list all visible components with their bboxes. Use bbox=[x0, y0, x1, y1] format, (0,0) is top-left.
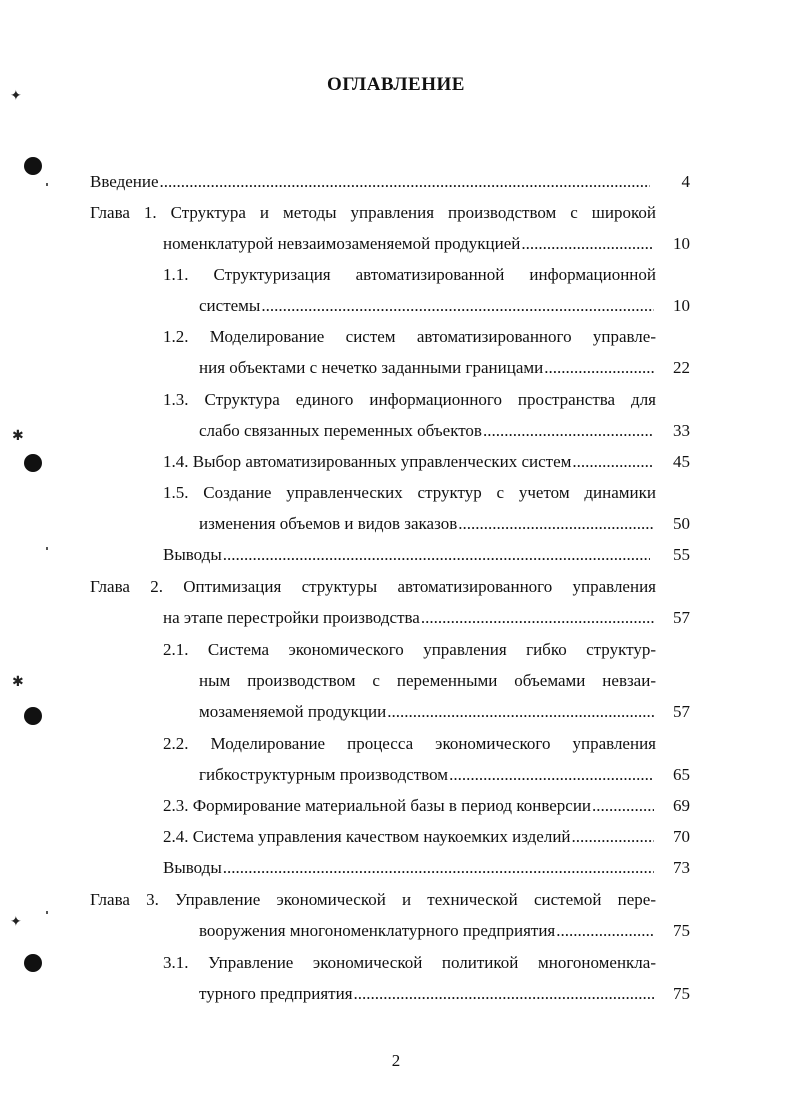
toc-entry-conclusions-2[interactable] bbox=[163, 858, 654, 878]
scan-mark-1: ✦ bbox=[10, 89, 22, 104]
toc-entry-text: вооружения многономенклатурного предприятия bbox=[199, 921, 556, 940]
toc-page-number: 45 bbox=[673, 452, 690, 471]
toc-entry-section-3-1-cont[interactable] bbox=[199, 984, 654, 1004]
binder-hole-2 bbox=[24, 454, 42, 472]
scan-speck-2 bbox=[46, 547, 48, 550]
toc-page-number: 22 bbox=[673, 358, 690, 377]
toc-page-number: 33 bbox=[673, 421, 690, 440]
toc-entry-section-1-2[interactable]: 1.2. Моделирование систем автоматизированного управле- bbox=[163, 327, 656, 346]
toc-entry-text: изменения объемов и видов заказов bbox=[199, 514, 458, 533]
toc-entry-intro[interactable] bbox=[90, 172, 650, 192]
toc-entry-section-1-1[interactable]: 1.1. Структуризация автоматизированной информационной bbox=[163, 265, 656, 284]
toc-entry-section-1-3-cont[interactable] bbox=[199, 421, 654, 441]
toc-entry-text: Введение bbox=[90, 172, 159, 191]
toc-entry-section-1-4[interactable] bbox=[163, 452, 654, 472]
toc-page-number: 65 bbox=[673, 765, 690, 784]
toc-entry-text: слабо связанных переменных объектов bbox=[199, 421, 482, 440]
toc-entry-text: ния объектами с нечетко заданными границами bbox=[199, 358, 544, 377]
scan-mark-3: ✱ bbox=[12, 675, 24, 690]
toc-page-number: 55 bbox=[673, 545, 690, 564]
toc-page-number: 75 bbox=[673, 984, 690, 1003]
scan-speck-1 bbox=[46, 183, 48, 186]
toc-entry-chapter-3[interactable]: Глава 3. Управление экономической и технической системой пере- bbox=[90, 890, 656, 909]
scan-mark-2: ✱ bbox=[12, 429, 24, 444]
toc-entry-text: Выводы bbox=[163, 858, 222, 877]
toc-entry-text: 2.3. Формирование материальной базы в период конверсии bbox=[163, 796, 592, 815]
toc-entry-section-2-1[interactable]: 2.1. Система экономического управления гибко структур- bbox=[163, 640, 656, 659]
toc-entry-text: номенклатурой невзаимозаменяемой продукцией bbox=[163, 234, 521, 253]
toc-entry-conclusions-1[interactable] bbox=[163, 545, 650, 565]
toc-entry-chapter-2-cont[interactable] bbox=[163, 608, 654, 628]
toc-entry-section-1-2-cont[interactable] bbox=[199, 358, 654, 378]
toc-entry-text: Выводы bbox=[163, 545, 222, 564]
toc-entry-text: системы bbox=[199, 296, 261, 315]
toc-entry-section-2-2[interactable]: 2.2. Моделирование процесса экономического управления bbox=[163, 734, 656, 753]
toc-entry-section-1-3[interactable]: 1.3. Структура единого информационного пространства для bbox=[163, 390, 656, 409]
toc-entry-chapter-3-cont[interactable] bbox=[199, 921, 654, 941]
toc-entry-section-2-1-cont[interactable]: ным производством с переменными объемами невзаи- bbox=[199, 671, 656, 690]
scan-mark-4: ✦ bbox=[10, 915, 22, 930]
toc-entry-text: 2.4. Система управления качеством наукоемких изделий bbox=[163, 827, 571, 846]
scan-speck-3 bbox=[46, 911, 48, 914]
binder-hole-3 bbox=[24, 707, 42, 725]
toc-entry-chapter-1[interactable]: Глава 1. Структура и методы управления производством с широкой bbox=[90, 203, 656, 222]
toc-entry-section-3-1[interactable]: 3.1. Управление экономической политикой многономенкла- bbox=[163, 953, 656, 972]
toc-entry-section-2-3[interactable] bbox=[163, 796, 654, 816]
toc-entry-chapter-1-cont[interactable] bbox=[163, 234, 654, 254]
toc-entry-section-2-2-cont[interactable] bbox=[199, 765, 654, 785]
toc-entry-chapter-2[interactable]: Глава 2. Оптимизация структуры автоматизированного управления bbox=[90, 577, 656, 596]
toc-entry-text: 1.4. Выбор автоматизированных управленческих систем bbox=[163, 452, 572, 471]
toc-page-number: 75 bbox=[673, 921, 690, 940]
toc-page-number: 70 bbox=[673, 827, 690, 846]
toc-entry-section-2-4[interactable] bbox=[163, 827, 654, 847]
toc-entry-section-1-5[interactable]: 1.5. Создание управленческих структур с учетом динамики bbox=[163, 483, 656, 502]
binder-hole-4 bbox=[24, 954, 42, 972]
page-title: ОГЛАВЛЕНИЕ bbox=[327, 74, 465, 95]
toc-entry-text: гибкоструктурным производством bbox=[199, 765, 449, 784]
toc-entry-section-1-5-cont[interactable] bbox=[199, 514, 654, 534]
toc-page-number: 57 bbox=[673, 608, 690, 627]
toc-entry-section-2-1-cont2[interactable] bbox=[199, 702, 654, 722]
toc-page-number: 57 bbox=[673, 702, 690, 721]
toc-page-number: 73 bbox=[673, 858, 690, 877]
toc-entry-text: на этапе перестройки производства bbox=[163, 608, 420, 627]
toc-entry-section-1-1-cont[interactable] bbox=[199, 296, 654, 316]
toc-page-number: 50 bbox=[673, 514, 690, 533]
toc-entry-text: турного предприятия bbox=[199, 984, 353, 1003]
page-number: 2 bbox=[391, 1051, 401, 1070]
binder-hole-1 bbox=[24, 157, 42, 175]
toc-page-number: 10 bbox=[673, 296, 690, 315]
toc-entry-text: мозаменяемой продукции bbox=[199, 702, 387, 721]
toc-page-number: 4 bbox=[681, 172, 690, 191]
toc-page-number: 69 bbox=[673, 796, 690, 815]
toc-page-number: 10 bbox=[673, 234, 690, 253]
